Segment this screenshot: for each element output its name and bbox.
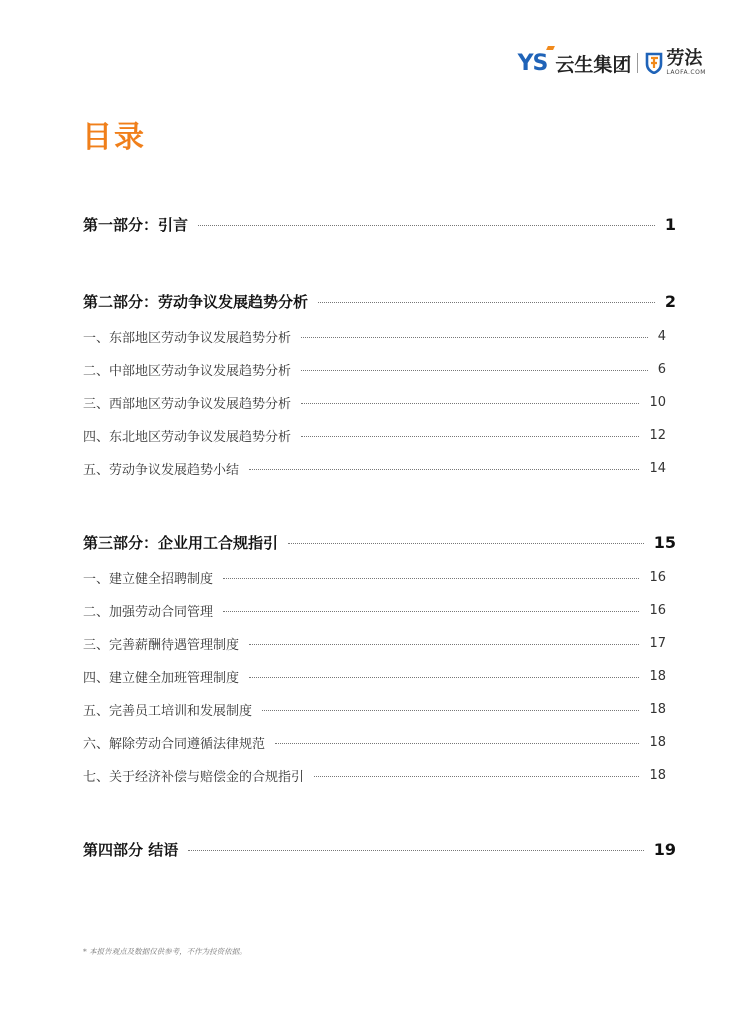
toc-leader-dots <box>249 469 639 470</box>
toc-entry-page: 16 <box>649 603 666 618</box>
toc-entry-page: 12 <box>649 428 666 443</box>
ys-logo-mark: YS <box>518 51 548 76</box>
header-logos <box>518 46 706 80</box>
toc-entry-section[interactable] <box>83 601 676 620</box>
toc-leader-dots <box>198 225 655 226</box>
toc-entry-label: 三、完善薪酬待遇管理制度 <box>83 638 240 653</box>
toc-entry-label: 第三部分：企业用工合规指引 <box>83 534 279 552</box>
toc-entry-section[interactable] <box>83 459 676 478</box>
toc-leader-dots <box>318 302 655 303</box>
toc-leader-dots <box>249 644 639 645</box>
toc-entry-label: 三、西部地区劳动争议发展趋势分析 <box>83 397 292 412</box>
toc-entry-page: 18 <box>649 735 666 750</box>
toc-entry-section[interactable] <box>83 667 676 686</box>
toc-entry-part-2[interactable] <box>83 291 676 312</box>
ys-logo-name: 云生集团 <box>555 53 632 76</box>
toc-entry-page: 14 <box>649 461 666 476</box>
toc-entry-section[interactable] <box>83 568 676 587</box>
toc-entry-page: 1 <box>664 215 676 234</box>
disclaimer-footnote: * 本报告观点及数据仅供参考，不作为投资依据。 <box>83 947 247 956</box>
toc-entry-section[interactable] <box>83 393 676 412</box>
toc-entry-page: 16 <box>649 570 666 585</box>
toc-entry-part-1[interactable] <box>83 214 676 235</box>
toc-leader-dots <box>223 611 639 612</box>
toc-leader-dots <box>188 850 644 851</box>
toc-entry-page: 17 <box>649 636 666 651</box>
toc-entry-section[interactable] <box>83 426 676 445</box>
toc-entry-label: 六、解除劳动合同遵循法律规范 <box>83 737 266 752</box>
toc-entry-page: 4 <box>657 329 666 344</box>
toc-entry-part-3[interactable] <box>83 532 676 553</box>
toc-entry-label: 第四部分 结语 <box>83 841 179 859</box>
toc-leader-dots <box>249 677 639 678</box>
toc-leader-dots <box>301 436 639 437</box>
toc-leader-dots <box>275 743 639 744</box>
toc-entry-page: 19 <box>653 840 676 859</box>
toc-entry-label: 第一部分：引言 <box>83 216 189 234</box>
toc-entry-page: 10 <box>649 395 666 410</box>
toc-entry-page: 2 <box>664 292 676 311</box>
toc-entry-label: 一、建立健全招聘制度 <box>83 572 214 587</box>
toc-leader-dots <box>262 710 639 711</box>
laofa-logo-domain: LAOFA.COM <box>666 69 706 76</box>
toc-entry-section[interactable] <box>83 733 676 752</box>
toc-leader-dots <box>301 337 648 338</box>
toc-entry-label: 四、建立健全加班管理制度 <box>83 671 240 686</box>
laofa-shield-icon <box>645 52 663 74</box>
toc-entry-section[interactable] <box>83 766 676 785</box>
toc-entry-page: 18 <box>649 702 666 717</box>
toc-entry-label: 第二部分：劳动争议发展趋势分析 <box>83 293 309 311</box>
laofa-logo-text <box>666 50 706 76</box>
toc-leader-dots <box>301 403 639 404</box>
toc-entry-section[interactable] <box>83 700 676 719</box>
toc-entry-section[interactable] <box>83 634 676 653</box>
toc-entry-section[interactable] <box>83 360 676 379</box>
laofa-logo-name: 劳法 <box>666 48 703 69</box>
toc-entry-label: 七、关于经济补偿与赔偿金的合规指引 <box>83 770 305 785</box>
toc-entry-label: 二、加强劳动合同管理 <box>83 605 214 620</box>
toc-leader-dots <box>288 543 644 544</box>
toc-entry-label: 一、东部地区劳动争议发展趋势分析 <box>83 331 292 346</box>
toc-entry-page: 18 <box>649 768 666 783</box>
logo-divider <box>637 53 638 73</box>
toc-entry-part-4[interactable] <box>83 839 676 860</box>
toc-leader-dots <box>301 370 648 371</box>
toc-leader-dots <box>314 776 639 777</box>
toc-entry-page: 6 <box>657 362 666 377</box>
toc-entry-page: 15 <box>653 533 676 552</box>
toc-entry-label: 五、完善员工培训和发展制度 <box>83 704 253 719</box>
toc-entry-label: 二、中部地区劳动争议发展趋势分析 <box>83 364 292 379</box>
toc-entry-section[interactable] <box>83 327 676 346</box>
page-title: 目录 <box>82 120 146 155</box>
toc-entry-page: 18 <box>649 669 666 684</box>
toc-entry-label: 四、东北地区劳动争议发展趋势分析 <box>83 430 292 445</box>
toc-entry-label: 五、劳动争议发展趋势小结 <box>83 463 240 478</box>
toc-leader-dots <box>223 578 639 579</box>
